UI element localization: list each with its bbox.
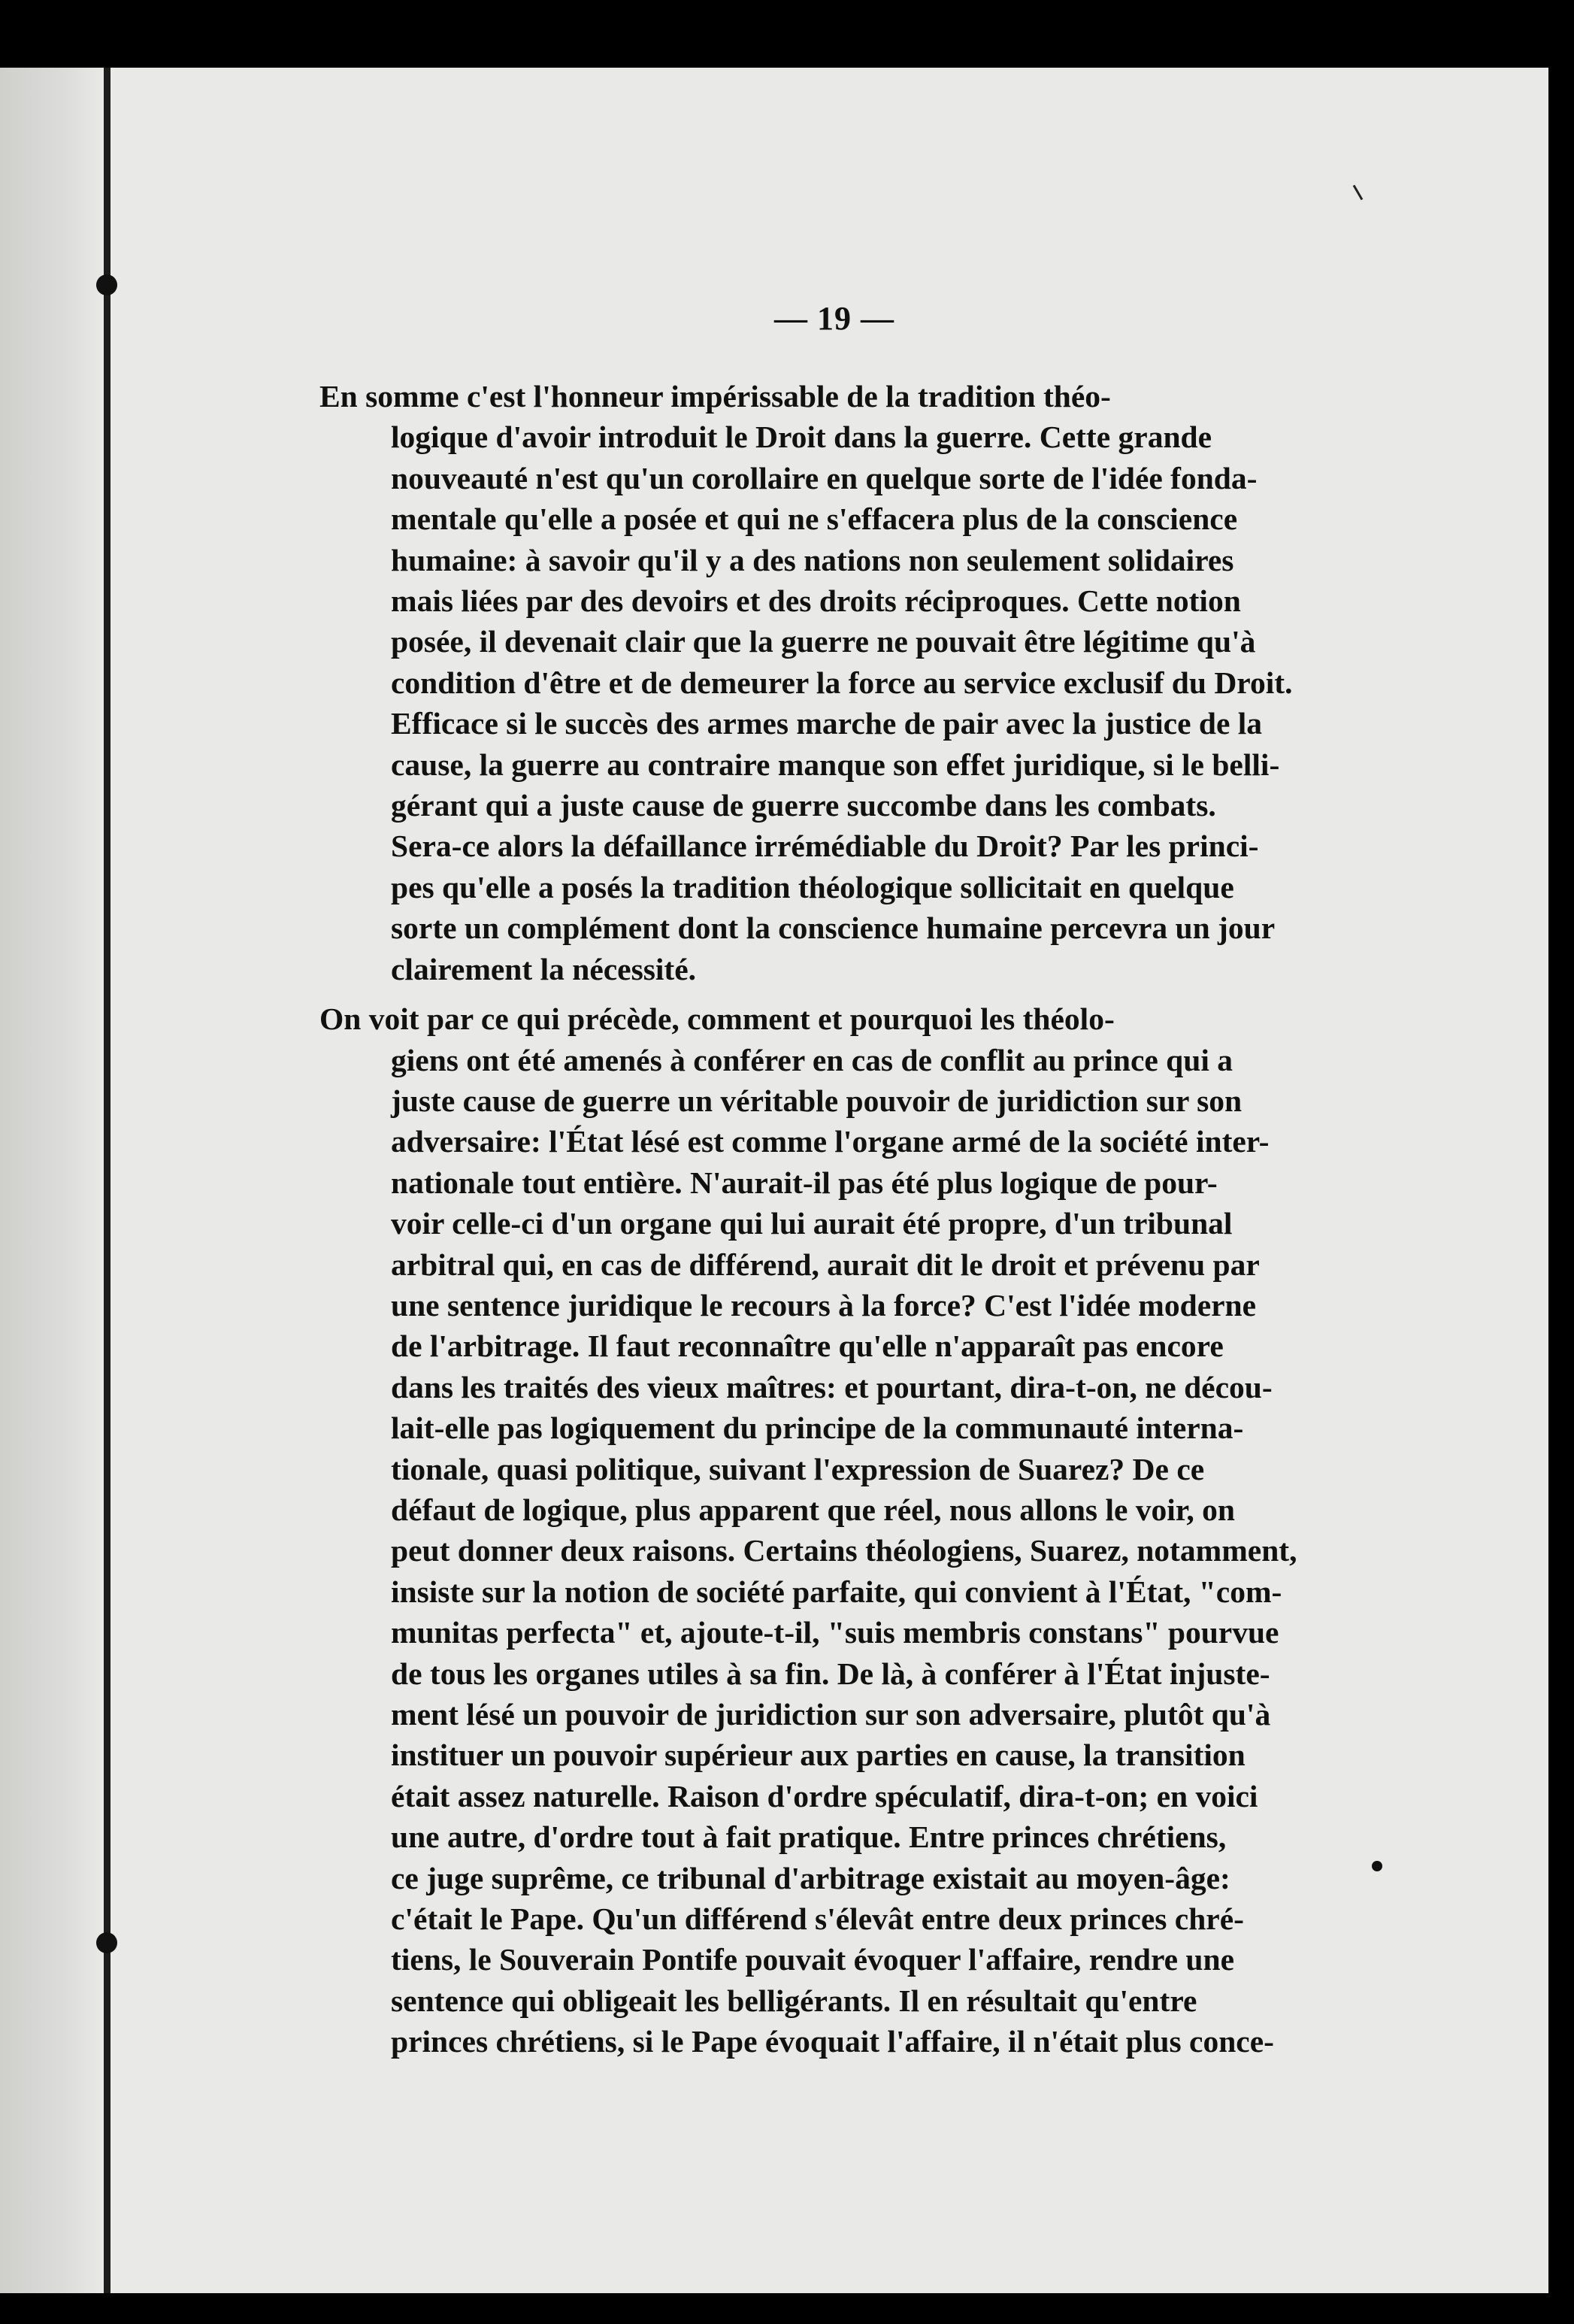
text-line: une autre, d'ordre tout à fait pratique. Entre princes chrétiens, (391, 1820, 1227, 1855)
text-line: juste cause de guerre un véritable pouvoir de juridiction sur son (391, 1083, 1243, 1118)
text-line: cause, la guerre au contraire manque son effet juridique, si le belli- (391, 747, 1280, 782)
text-line: voir celle-ci d'un organe qui lui aurait été propre, d'un tribunal (391, 1206, 1233, 1241)
text-line: nationale tout entière. N'aurait-il pas été plus logique de pour- (391, 1165, 1218, 1200)
text-line: de tous les organes utiles à sa fin. De là, à conférer à l'État injuste- (391, 1656, 1270, 1691)
text-line: nouveauté n'est qu'un corollaire en quelque sorte de l'idée fonda- (391, 460, 1258, 495)
text-line: lait-elle pas logiquement du principe de la communauté interna- (391, 1410, 1244, 1446)
text-line: défaut de logique, plus apparent que réel, nous allons le voir, on (391, 1492, 1235, 1527)
page-number: — 19 — (774, 300, 894, 337)
text-line: munitas perfecta" et, ajoute-t-il, "suis membris constans" pourvue (391, 1615, 1279, 1650)
text-line: ce juge suprême, ce tribunal d'arbitrage existait au moyen-âge: (391, 1860, 1230, 1895)
text-line: arbitral qui, en cas de différend, aurait dit le droit et prévenu par (391, 1247, 1260, 1282)
text-line: pes qu'elle a posés la tradition théologique sollicitait en quelque (391, 869, 1234, 904)
text-line: Sera-ce alors la défaillance irrémédiable du Droit? Par les princi- (391, 829, 1259, 864)
text-line: instituer un pouvoir supérieur aux parties en cause, la transition (391, 1738, 1246, 1773)
text-line: tiens, le Souverain Pontife pouvait évoquer l'affaire, rendre une (391, 1942, 1234, 1977)
body-text (319, 376, 1330, 2062)
scan-speck (1372, 1861, 1382, 1871)
text-line: sorte un complément dont la conscience humaine percevra un jour (391, 911, 1276, 946)
text-line: une sentence juridique le recours à la force? C'est l'idée moderne (391, 1287, 1257, 1323)
text-line: mentale qu'elle a posée et qui ne s'effacera plus de la conscience (391, 501, 1238, 537)
page-binding-shadow (0, 68, 105, 2293)
text-line: mais liées par des devoirs et des droits réciproques. Cette notion (391, 583, 1241, 619)
text-line: ment lésé un pouvoir de juridiction sur son adversaire, plutôt qu'à (391, 1697, 1271, 1732)
text-line: adversaire: l'État lésé est comme l'organe armé de la société inter- (391, 1124, 1270, 1159)
text-line: de l'arbitrage. Il faut reconnaître qu'elle n'apparaît pas encore (391, 1329, 1224, 1364)
text-line: logique d'avoir introduit le Droit dans la guerre. Cette grande (391, 420, 1212, 455)
binding-hole (96, 1932, 117, 1953)
text-line: Efficace si le succès des armes marche de pair avec la justice de la (391, 706, 1263, 741)
text-line: gérant qui a juste cause de guerre succombe dans les combats. (391, 788, 1216, 823)
text-line: giens ont été amenés à conférer en cas de conflit au prince qui a (391, 1042, 1233, 1077)
text-line: c'était le Pape. Qu'un différend s'élevât entre deux princes chré- (391, 1901, 1244, 1937)
text-line: tionale, quasi politique, suivant l'expression de Suarez? De ce (391, 1451, 1205, 1486)
text-line: dans les traités des vieux maîtres: et pourtant, dira-t-on, ne décou- (391, 1369, 1273, 1404)
text-line: sentence qui obligeait les belligérants. Il en résultait qu'entre (391, 1983, 1197, 2018)
text-line: était assez naturelle. Raison d'ordre spéculatif, dira-t-on; en voici (391, 1778, 1258, 1813)
text-line: clairement la nécessité. (391, 951, 697, 986)
text-line: insiste sur la notion de société parfaite, qui convient à l'État, "com- (391, 1574, 1282, 1609)
text-line: posée, il devenait clair que la guerre ne pouvait être légitime qu'à (391, 624, 1256, 659)
text-line: On voit par ce qui précède, comment et pourquoi les théolo- (319, 1001, 1115, 1037)
binding-edge (104, 68, 110, 2293)
paragraph-2 (319, 998, 1330, 2062)
text-line: peut donner deux raisons. Certains théologiens, Suarez, notamment, (391, 1533, 1297, 1568)
text-line: princes chrétiens, si le Pape évoquait l'affaire, il n'était plus conce- (391, 2024, 1274, 2059)
text-line: humaine: à savoir qu'il y a des nations non seulement solidaires (391, 542, 1234, 577)
binding-hole (96, 274, 117, 295)
book-page (0, 68, 1548, 2293)
paragraph-1 (319, 376, 1330, 989)
text-line: En somme c'est l'honneur impérissable de la tradition théo- (319, 379, 1111, 414)
scan-speck (1353, 185, 1364, 201)
text-line: condition d'être et de demeurer la force au service exclusif du Droit. (391, 665, 1293, 700)
